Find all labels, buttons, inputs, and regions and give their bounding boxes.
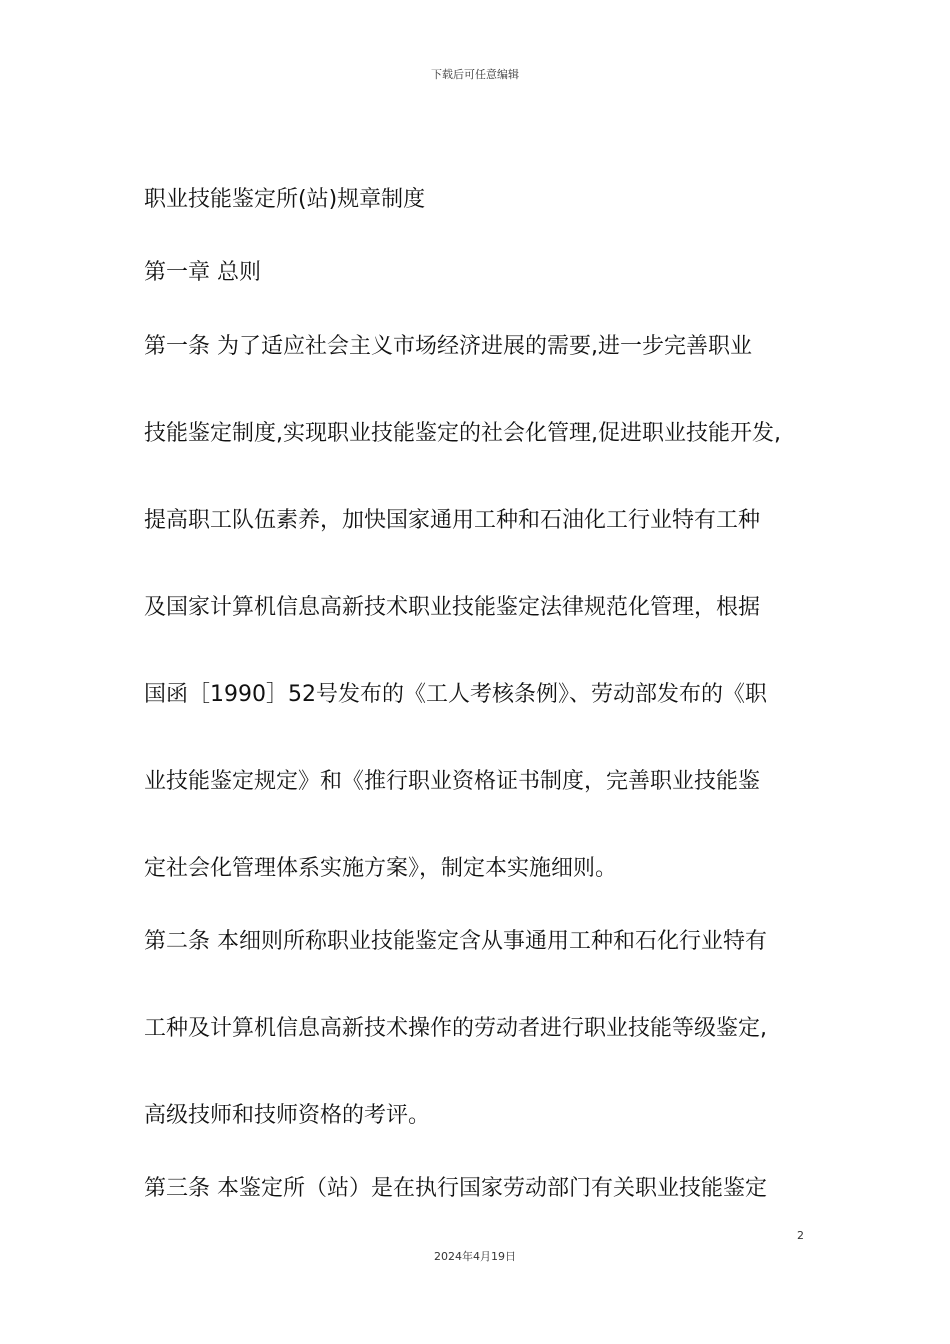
document-title: 职业技能鉴定所(站)规章制度 xyxy=(144,187,426,212)
body-line: 及国家计算机信息高新技术职业技能鉴定法律规范化管理，根据 xyxy=(144,595,761,620)
body-line: 第一条 为了适应社会主义市场经济进展的需要,进一步完善职业 xyxy=(144,334,752,359)
body-line: 高级技师和技师资格的考评。 xyxy=(144,1103,431,1128)
body-line: 第二条 本细则所称职业技能鉴定含从事通用工种和石化行业特有 xyxy=(144,929,767,954)
page-header-note: 下载后可任意编辑 xyxy=(431,68,519,81)
chapter-heading: 第一章 总则 xyxy=(144,260,261,285)
body-line: 第三条 本鉴定所（站）是在执行国家劳动部门有关职业技能鉴定 xyxy=(144,1176,767,1201)
body-line: 提高职工队伍素养，加快国家通用工种和石油化工行业特有工种 xyxy=(144,508,761,533)
page-number: 2 xyxy=(797,1229,804,1242)
body-line: 工种及计算机信息高新技术操作的劳动者进行职业技能等级鉴定, xyxy=(144,1016,767,1041)
body-line: 国函［1990］52号发布的《工人考核条例》、劳动部发布的《职 xyxy=(144,682,767,707)
body-line: 业技能鉴定规定》和《推行职业资格证书制度，完善职业技能鉴 xyxy=(144,769,761,794)
footer-date: 2024年4月19日 xyxy=(434,1250,516,1263)
body-line: 技能鉴定制度,实现职业技能鉴定的社会化管理,促进职业技能开发, xyxy=(144,421,781,446)
body-line: 定社会化管理体系实施方案》，制定本实施细则。 xyxy=(144,856,618,881)
